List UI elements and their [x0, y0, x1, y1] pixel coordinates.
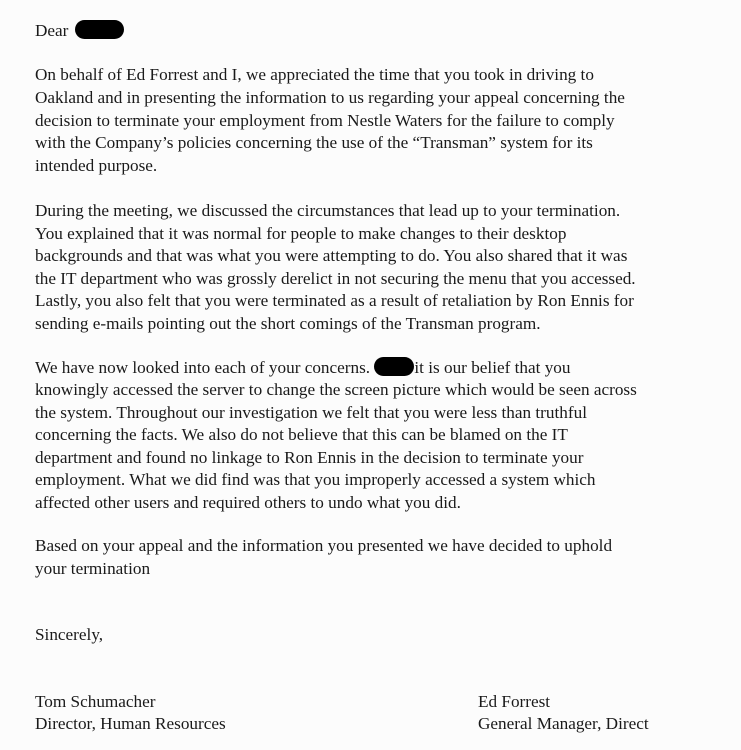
paragraph-1-line: with the Company’s policies concerning the use of the “Transman” system for its [35, 133, 593, 152]
paragraph-1-line: On behalf of Ed Forrest and I, we appreciated the time that you took in driving to [35, 65, 594, 84]
paragraph-3-line: knowingly accessed the server to change the screen picture which would be seen across [35, 380, 637, 399]
redacted-name [374, 357, 414, 376]
redacted-name [75, 20, 124, 39]
signatory-title: General Manager, Direct [478, 714, 649, 733]
signatory-title: Director, Human Resources [35, 714, 226, 733]
salutation-text: Dear [35, 21, 69, 40]
paragraph-2-line: During the meeting, we discussed the circumstances that lead up to your termination. [35, 201, 621, 220]
paragraph-3-text: it is our belief that you [414, 358, 571, 377]
paragraph-3-line: department and found no linkage to Ron Ennis in the decision to terminate your [35, 448, 584, 467]
paragraph-3-text: We have now looked into each of your concerns. [35, 358, 371, 377]
paragraph-2-line: backgrounds and that was what you were attempting to do. You also shared that it was [35, 246, 628, 265]
signatory-name: Tom Schumacher [35, 692, 156, 711]
paragraph-2-line: Lastly, you also felt that you were terminated as a result of retaliation by Ron Ennis for [35, 291, 634, 310]
paragraph-1-line: decision to terminate your employment from Nestle Waters for the failure to comply [35, 111, 615, 130]
paragraph-2-line: sending e-mails pointing out the short comings of the Transman program. [35, 314, 541, 333]
paragraph-4-line: Based on your appeal and the information you presented we have decided to uphold [35, 536, 613, 555]
signatory-name: Ed Forrest [478, 692, 551, 711]
paragraph-2-line: the IT department who was grossly derelict in not securing the menu that you accessed. [35, 269, 636, 288]
closing: Sincerely, [35, 625, 104, 644]
paragraph-3-line: employment. What we did find was that you improperly accessed a system which [35, 470, 596, 489]
paragraph-1-line: Oakland and in presenting the information to us regarding your appeal concerning the [35, 88, 625, 107]
paragraph-1-line: intended purpose. [35, 156, 158, 175]
paragraph-2-line: You explained that it was normal for people to make changes to their desktop [35, 224, 567, 243]
paragraph-3-line: the system. Throughout our investigation we felt that you were less than truthful [35, 403, 587, 422]
paragraph-4-line: your termination [35, 559, 151, 578]
paragraph-3-line: concerning the facts. We also do not believe that this can be blamed on the IT [35, 425, 568, 444]
paragraph-3-line: affected other users and required others to undo what you did. [35, 493, 461, 512]
salutation [35, 20, 124, 43]
paragraph-3-first-line [35, 357, 570, 380]
